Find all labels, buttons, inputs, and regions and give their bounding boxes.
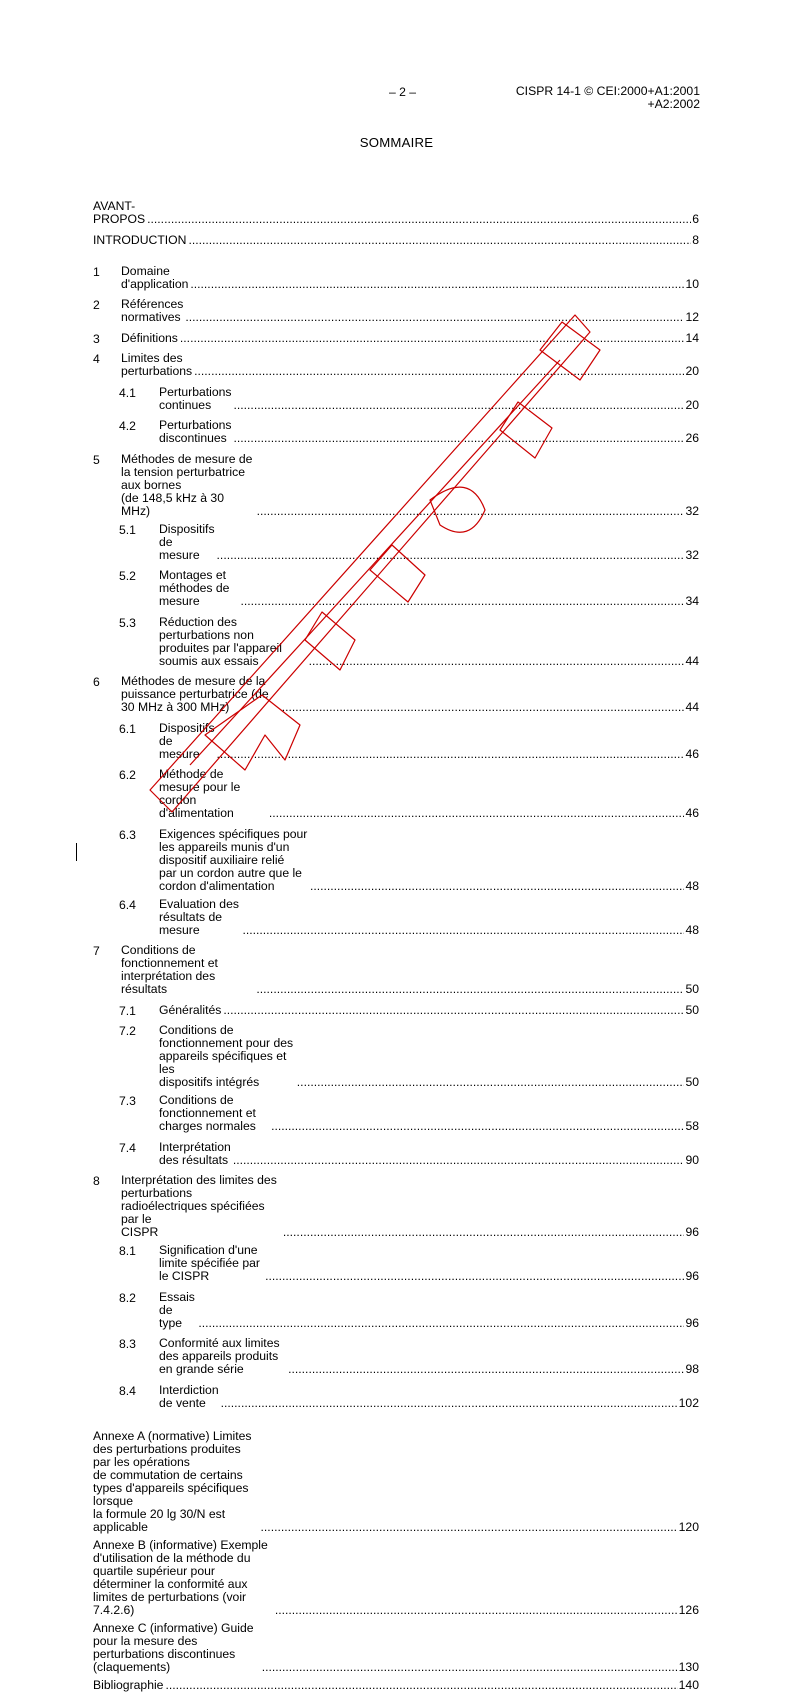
toc-entry[interactable] <box>93 944 699 996</box>
toc-dot-leader <box>310 880 684 893</box>
toc-entry[interactable] <box>93 1094 699 1133</box>
toc-entry[interactable] <box>93 386 699 412</box>
toc-entry-number: 8 <box>93 1174 100 1188</box>
toc-entry[interactable] <box>93 234 699 247</box>
toc-entry-number: 7.2 <box>119 1024 136 1038</box>
toc-entry-number: 2 <box>93 298 100 312</box>
toc-entry-title: INTRODUCTION <box>93 232 187 247</box>
toc-entry-title: Montages et méthodes de mesure <box>159 569 241 608</box>
toc-entry-title: Perturbations continues <box>159 384 232 412</box>
toc-entry-number: 7.1 <box>119 1003 136 1018</box>
toc-entry-page: 32 <box>685 503 699 518</box>
toc-entry-title: Signification d'une limite spécifiée par le CISPR <box>159 1244 265 1283</box>
reference-line-1: CISPR 14-1 © CEI:2000+A1:2001 <box>515 84 700 98</box>
toc-entry[interactable] <box>93 1174 699 1239</box>
toc-entry-title: Exigences spécifiques pour les appareils munis d'un dispositif auxiliaire relié par un cordon autre que le cordon d'alimentation <box>159 828 310 893</box>
toc-entry-page: 14 <box>685 330 699 345</box>
toc-dot-leader <box>147 213 691 226</box>
revision-change-bar <box>76 843 77 861</box>
toc-entry-title: Généralités <box>159 1002 222 1017</box>
toc-entry[interactable] <box>93 453 699 518</box>
toc-dot-leader <box>297 1076 685 1089</box>
toc-entry-number: 7.4 <box>119 1140 136 1155</box>
toc-entry[interactable] <box>93 1622 699 1674</box>
toc-entry-page: 26 <box>685 431 699 445</box>
toc-dot-leader <box>256 983 684 996</box>
reference-line-2: +A2:2002 <box>647 97 700 111</box>
toc-dot-leader <box>234 432 685 445</box>
toc-entry[interactable] <box>93 722 699 761</box>
toc-entry-title: Conditions de fonctionnement et charges normales <box>159 1094 271 1133</box>
toc-entry-number: 5.2 <box>119 569 136 583</box>
toc-dot-leader <box>275 1604 678 1617</box>
toc-entry-title: Conformité aux limites des appareils produits en grande série <box>159 1337 288 1376</box>
document-reference <box>516 85 700 111</box>
toc-entry-page: 58 <box>685 1119 699 1133</box>
toc-dot-leader <box>217 748 685 761</box>
toc-entry[interactable] <box>93 1024 699 1089</box>
toc-entry-page: 48 <box>685 922 699 937</box>
page-number: – 2 – <box>388 85 417 99</box>
toc-entry-page: 130 <box>678 1659 699 1674</box>
toc-entry-title: Evaluation des résultats de mesure <box>159 898 242 937</box>
toc-dot-leader <box>283 1226 685 1239</box>
toc-dot-leader <box>223 1004 684 1017</box>
toc-entry-page: 96 <box>685 1269 699 1283</box>
toc-entry-title: Références normatives <box>121 297 184 324</box>
toc-entry-title: Essais de type <box>159 1291 198 1330</box>
page-title: SOMMAIRE <box>359 135 434 150</box>
toc-entry-page: 50 <box>685 1002 699 1017</box>
toc-dot-leader <box>261 1521 678 1534</box>
toc-entry[interactable] <box>93 523 699 562</box>
toc-dot-leader <box>241 595 685 608</box>
toc-dot-leader <box>262 1661 678 1674</box>
toc-entry[interactable] <box>93 265 699 291</box>
toc-entry-page: 48 <box>685 878 699 893</box>
toc-entry-page: 102 <box>678 1395 699 1410</box>
toc-entry-title: Annexe A (normative) Limites des perturbations produites par les opérations de commutation de certains types d'appareils spécifiques lorsque la formule 20 lg 30/N est applicable <box>93 1430 261 1534</box>
toc-entry-number: 8.1 <box>119 1244 136 1258</box>
toc-entry-page: 50 <box>685 1075 699 1089</box>
toc-dot-leader <box>190 278 684 291</box>
toc-entry[interactable] <box>93 1539 699 1617</box>
toc-dot-leader <box>194 365 684 378</box>
toc-entry-title: Annexe B (informative) Exemple d'utilisation de la méthode du quartile supérieur pour déterminer la conformité aux limites de perturbations (voir 7.4.2.6) <box>93 1539 275 1617</box>
toc-entry-number: 6 <box>93 675 100 689</box>
toc-entry-title: Réduction des perturbations non produites par l'appareil soumis aux essais <box>159 616 309 668</box>
toc-entry-page: 10 <box>685 276 699 291</box>
toc-entry[interactable] <box>93 569 699 608</box>
toc-entry-page: 6 <box>692 212 699 226</box>
toc-entry-page: 120 <box>678 1519 699 1534</box>
toc-entry-page: 12 <box>685 310 699 324</box>
toc-entry-title: Limites des perturbations <box>121 351 193 378</box>
toc-entry-page: 140 <box>678 1677 699 1692</box>
toc-dot-leader <box>234 399 685 412</box>
toc-entry-title: AVANT-PROPOS <box>93 199 146 226</box>
toc-entry-title: Perturbations discontinues <box>159 418 232 445</box>
toc-entry-title: Définitions <box>121 330 178 345</box>
toc-entry-page: 50 <box>685 982 699 996</box>
toc-dot-leader <box>188 234 691 247</box>
toc-entry-number: 4.1 <box>119 385 136 400</box>
toc-entry[interactable] <box>93 1337 699 1376</box>
toc-dot-leader <box>257 505 685 518</box>
toc-entry-number: 6.1 <box>119 721 136 736</box>
toc-entry-page: 32 <box>685 547 699 562</box>
toc-entry-title: Méthodes de mesure de la tension perturbatrice aux bornes (de 148,5 kHz à 30 MHz) <box>121 453 257 518</box>
toc-entry-number: 7 <box>93 944 100 958</box>
toc-entry-number: 8.3 <box>119 1337 136 1351</box>
toc-dot-leader <box>185 311 684 324</box>
toc-entry-title: Interprétation des résultats <box>159 1139 231 1167</box>
toc-dot-leader <box>180 332 685 345</box>
toc-dot-leader <box>242 924 684 937</box>
toc-entry[interactable] <box>93 1141 699 1167</box>
toc-entry-number: 3 <box>93 331 100 346</box>
toc-entry-number: 8.4 <box>119 1383 136 1398</box>
toc-entry-number: 5.1 <box>119 522 136 537</box>
toc-dot-leader <box>288 1363 684 1376</box>
toc-entry-page: 126 <box>678 1602 699 1617</box>
toc-entry-page: 96 <box>685 1315 699 1330</box>
toc-entry-page: 8 <box>692 232 699 247</box>
toc-entry[interactable] <box>93 1004 699 1017</box>
toc-dot-leader <box>265 1270 684 1283</box>
toc-entry-title: Bibliographie <box>93 1677 164 1692</box>
toc-entry[interactable] <box>93 352 699 378</box>
toc-entry-page: 44 <box>685 653 699 668</box>
toc-entry-number: 7.3 <box>119 1094 136 1108</box>
toc-entry-title: Méthodes de mesure de la puissance perturbatrice (de 30 MHz à 300 MHz) <box>121 675 282 714</box>
toc-entry-page: 98 <box>685 1362 699 1376</box>
toc-entry[interactable] <box>93 1679 699 1692</box>
toc-dot-leader <box>217 549 685 562</box>
toc-entry-number: 5 <box>93 452 100 467</box>
toc-entry[interactable] <box>93 1244 699 1283</box>
toc-entry-page: 46 <box>685 746 699 761</box>
toc-entry[interactable] <box>93 1291 699 1330</box>
toc-entry[interactable] <box>93 332 699 345</box>
toc-dot-leader <box>309 655 685 668</box>
toc-entry[interactable] <box>93 616 699 668</box>
toc-dot-leader <box>198 1317 684 1330</box>
toc-entry[interactable] <box>93 298 699 324</box>
toc-entry-page: 20 <box>685 364 699 378</box>
toc-entry-page: 96 <box>685 1225 699 1239</box>
toc-entry[interactable] <box>93 1430 699 1534</box>
toc-entry-title: Interdiction de vente <box>159 1382 219 1410</box>
toc-entry-number: 1 <box>93 264 100 279</box>
toc-dot-leader <box>233 1154 685 1167</box>
toc-entry-number: 4 <box>93 352 100 366</box>
toc-entry[interactable] <box>93 828 699 893</box>
toc-entry-number: 4.2 <box>119 419 136 433</box>
toc-entry-number: 5.3 <box>119 615 136 630</box>
toc-entry[interactable] <box>93 1384 699 1410</box>
toc-entry-number: 6.2 <box>119 768 136 782</box>
toc-entry[interactable] <box>93 768 699 820</box>
toc-dot-leader <box>221 1397 678 1410</box>
toc-entry-title: Interprétation des limites des perturbations radioélectriques spécifiées par le CISPR <box>121 1174 283 1239</box>
toc-entry-title: Conditions de fonctionnement pour des appareils spécifiques et les dispositifs intégrés <box>159 1024 297 1089</box>
toc-entry-title: Méthode de mesure pour le cordon d'alimentation <box>159 768 269 820</box>
toc-dot-leader <box>165 1679 677 1692</box>
toc-entry-number: 8.2 <box>119 1290 136 1305</box>
toc-entry-page: 20 <box>685 397 699 412</box>
toc-entry-page: 46 <box>685 806 699 820</box>
toc-entry-page: 34 <box>685 594 699 608</box>
toc-entry-page: 44 <box>685 700 699 714</box>
toc-entry-number: 6.3 <box>119 827 136 842</box>
toc-entry-page: 90 <box>685 1152 699 1167</box>
toc-dot-leader <box>269 807 685 820</box>
toc-entry-title: Conditions de fonctionnement et interprétation des résultats <box>121 944 256 996</box>
toc-entry[interactable] <box>93 898 699 937</box>
toc-dot-leader <box>282 701 685 714</box>
toc-entry[interactable] <box>93 419 699 445</box>
table-of-contents <box>93 200 699 1699</box>
toc-entry[interactable] <box>93 200 699 226</box>
toc-entry-title: Domaine d'application <box>121 263 189 291</box>
toc-entry[interactable] <box>93 675 699 714</box>
toc-entry-number: 6.4 <box>119 897 136 912</box>
toc-entry-title: Dispositifs de mesure <box>159 521 215 562</box>
toc-entry-title: Annexe C (informative) Guide pour la mesure des perturbations discontinues (claquements) <box>93 1622 262 1674</box>
toc-entry-title: Dispositifs de mesure <box>159 720 215 761</box>
